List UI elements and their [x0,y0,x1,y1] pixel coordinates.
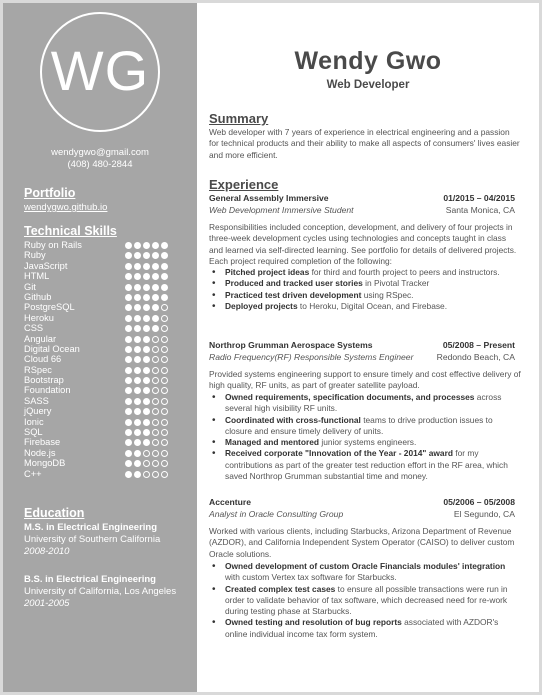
rating-dot-filled [143,263,150,270]
rating-dot-filled [152,284,159,291]
bullet-highlight: Pitched project ideas [225,267,310,277]
rating-dot-empty [161,408,168,415]
rating-dot-filled [125,460,132,467]
skill-rating [125,346,168,353]
skill-row [24,292,184,302]
rating-dot-empty [143,471,150,478]
skill-rating [125,408,168,415]
rating-dot-empty [161,460,168,467]
rating-dot-filled [134,346,141,353]
bullet-text: using RSpec. [361,289,414,300]
rating-dot-filled [134,377,141,384]
rating-dot-filled [161,263,168,270]
rating-dot-empty [152,429,159,436]
role: Analyst in Oracle Consulting Group [209,509,344,519]
rating-dot-empty [152,387,159,394]
rating-dot-filled [143,273,150,280]
rating-dot-filled [143,398,150,405]
bullet-text: for third and fourth project to peers and instructors. [309,267,500,277]
bullet-text: teams to drive production issues to closure and ensure timely delivery of units. [225,414,493,436]
rating-dot-filled [143,315,150,322]
skill-row [24,448,184,458]
bullet-highlight: Coordinated with cross-functional [225,414,361,425]
bullet-item [225,584,521,618]
skill-name: Cloud 66 [24,354,62,365]
bullet-item [225,448,521,482]
skill-name: Git [24,281,36,292]
bullet-item [225,392,521,415]
skill-rating [125,460,168,467]
rating-dot-filled [143,304,150,311]
bullet-item [225,267,521,278]
rating-dot-filled [125,284,132,291]
rating-dot-filled [134,242,141,249]
skill-name: Bootstrap [24,375,64,386]
rating-dot-filled [143,356,150,363]
skill-name: PostgreSQL [24,302,75,313]
skill-name: JavaScript [24,260,68,271]
school: University of California, Los Angeles [24,586,177,597]
rating-dot-filled [125,408,132,415]
sidebar [3,3,197,692]
rating-dot-empty [152,408,159,415]
skill-row [24,458,184,468]
skill-rating [125,398,168,405]
rating-dot-filled [143,429,150,436]
rating-dot-filled [143,252,150,259]
bullet-item [225,301,521,312]
skill-row [24,240,184,250]
skill-rating [125,429,168,436]
skill-name: SASS [24,395,49,406]
rating-dot-empty [143,450,150,457]
bullet-item [225,278,521,289]
skill-rating [125,273,168,280]
skills-list [24,240,184,479]
rating-dot-filled [125,325,132,332]
skill-name: Digital Ocean [24,343,80,354]
rating-dot-filled [125,387,132,394]
rating-dot-filled [125,377,132,384]
degree: M.S. in Electrical Engineering [24,522,158,533]
rating-dot-filled [134,252,141,259]
summary-text: Web developer with 7 years of experience in electrical engineering and a passion for technical products and their ability to make all aspects of consumers' lives easier and more efficient. [209,127,520,160]
skill-name: Ionic [24,416,44,427]
skill-row [24,334,184,344]
skills-heading: Technical Skills [24,224,117,238]
job-bullets [209,561,521,640]
job-description: Worked with various clients, including Starbucks, Arizona Department of Revenue (AZDOR), and California Independent System Operator (CAISO) to deliver custom Oracle solutions. [209,526,515,559]
rating-dot-filled [143,294,150,301]
skill-rating [125,263,168,270]
rating-dot-filled [134,294,141,301]
skill-rating [125,439,168,446]
rating-dot-empty [152,346,159,353]
rating-dot-filled [143,377,150,384]
skill-name: Ruby [24,250,46,261]
rating-dot-filled [125,263,132,270]
rating-dot-filled [125,336,132,343]
rating-dot-filled [125,252,132,259]
rating-dot-filled [143,346,150,353]
school: University of Southern California [24,534,161,545]
rating-dot-filled [134,387,141,394]
job-description: Responsibilities included conception, development, and delivery of four projects in three-week development cycles using technologies and concepts taught in class and learned via self-directed learning. See portfolio for details of delivered projects. Each project required completion of the following: [209,222,517,266]
bullet-text: junior systems engineers. [319,437,417,448]
rating-dot-filled [161,294,168,301]
skill-rating [125,367,168,374]
role: Radio Frequency(RF) Responsible Systems Engineer [209,352,414,362]
rating-dot-empty [161,304,168,311]
skill-row [24,271,184,281]
bullet-highlight: Created complex test cases [225,583,336,594]
skill-row [24,313,184,323]
skill-row [24,396,184,406]
portfolio-heading: Portfolio [24,186,76,200]
experience-heading: Experience [209,177,279,192]
skill-rating [125,471,168,478]
bullet-item [225,561,521,584]
skill-row [24,344,184,354]
bullet-highlight: Owned testing and resolution of bug reports [225,617,402,628]
rating-dot-filled [134,460,141,467]
skill-row [24,385,184,395]
skill-row [24,417,184,427]
rating-dot-empty [143,460,150,467]
rating-dot-filled [161,284,168,291]
location: Santa Monica, CA [445,205,515,215]
rating-dot-filled [152,325,159,332]
rating-dot-empty [161,471,168,478]
rating-dot-filled [134,419,141,426]
rating-dot-filled [134,356,141,363]
rating-dot-empty [152,336,159,343]
rating-dot-filled [125,367,132,374]
skill-name: RSpec [24,364,52,375]
skill-row [24,282,184,292]
education-entry [24,522,194,558]
rating-dot-filled [134,439,141,446]
rating-dot-empty [161,439,168,446]
rating-dot-empty [161,429,168,436]
skill-row [24,365,184,375]
company: Northrop Grumman Aerospace Systems [209,340,373,350]
rating-dot-filled [125,471,132,478]
email[interactable]: wendygwo@gmail.com [51,147,149,158]
rating-dot-empty [161,387,168,394]
bullet-item [225,437,521,448]
degree: B.S. in Electrical Engineering [24,574,156,585]
rating-dot-filled [161,242,168,249]
skill-rating [125,252,168,259]
rating-dot-filled [152,263,159,270]
rating-dot-filled [125,398,132,405]
rating-dot-filled [143,325,150,332]
years: 2001-2005 [24,598,70,609]
rating-dot-filled [125,439,132,446]
skill-rating [125,377,168,384]
rating-dot-empty [161,419,168,426]
rating-dot-empty [161,450,168,457]
rating-dot-filled [125,356,132,363]
rating-dot-empty [161,356,168,363]
rating-dot-filled [143,419,150,426]
rating-dot-filled [134,367,141,374]
full-name: Wendy Gwo [294,47,442,75]
summary-heading: Summary [209,111,269,126]
rating-dot-empty [161,315,168,322]
rating-dot-empty [152,398,159,405]
skill-rating [125,315,168,322]
rating-dot-filled [125,273,132,280]
skill-row [24,375,184,385]
rating-dot-filled [143,367,150,374]
rating-dot-filled [152,315,159,322]
skill-name: Github [24,291,52,302]
bullet-text: in Pivotal Tracker [362,278,430,289]
skill-row [24,323,184,333]
rating-dot-filled [143,284,150,291]
years: 2008-2010 [24,546,70,557]
skill-row [24,469,184,479]
skill-row [24,437,184,447]
skill-name: Angular [24,333,57,344]
skill-rating [125,387,168,394]
bullet-highlight: Owned development of custom Oracle Financials modules' integration [225,561,506,571]
rating-dot-filled [134,325,141,332]
bullet-highlight: Owned requirements, specification documents, and processes [225,392,475,402]
rating-dot-filled [134,336,141,343]
resume-page [3,3,539,692]
skill-rating [125,336,168,343]
rating-dot-empty [152,471,159,478]
rating-dot-empty [152,419,159,426]
skill-name: Firebase [24,437,61,448]
rating-dot-filled [125,346,132,353]
skill-row [24,261,184,271]
skill-rating [125,242,168,249]
skill-name: HTML [24,271,50,282]
skill-rating [125,284,168,291]
skill-name: Foundation [24,385,71,396]
bullet-text: associated with AZDOR's online individual income tax form system. [225,617,499,639]
skill-name: Ruby on Rails [24,240,82,250]
bullet-highlight: Managed and mentored [225,437,319,448]
rating-dot-filled [143,439,150,446]
skill-row [24,354,184,364]
skill-rating [125,450,168,457]
rating-dot-empty [152,377,159,384]
skill-row [24,427,184,437]
skill-rating [125,325,168,332]
skill-name: SQL [24,427,43,438]
rating-dot-empty [161,336,168,343]
bullet-item [225,415,521,438]
skill-rating [125,419,168,426]
bullet-item [225,617,521,640]
rating-dot-filled [134,450,141,457]
rating-dot-empty [152,367,159,374]
rating-dot-filled [143,336,150,343]
skill-name: CSS [24,323,44,334]
portfolio-link[interactable]: wendygwo.github.io [24,202,108,213]
monogram: WG [50,39,150,102]
skill-rating [125,304,168,311]
company: General Assembly Immersive [209,193,329,203]
rating-dot-filled [134,408,141,415]
education-heading: Education [24,506,85,520]
rating-dot-empty [161,377,168,384]
dates: 01/2015 – 04/2015 [443,193,515,203]
rating-dot-empty [161,325,168,332]
rating-dot-filled [125,294,132,301]
rating-dot-empty [161,346,168,353]
rating-dot-empty [152,356,159,363]
rating-dot-filled [134,304,141,311]
skill-rating [125,356,168,363]
rating-dot-filled [125,242,132,249]
rating-dot-filled [125,304,132,311]
rating-dot-empty [161,367,168,374]
bullet-item [225,290,521,301]
skill-name: MongoDB [24,458,66,469]
skill-name: Node.js [24,447,56,458]
rating-dot-filled [134,273,141,280]
rating-dot-filled [152,304,159,311]
rating-dot-filled [152,273,159,280]
job-title: Web Developer [326,79,410,91]
bullet-highlight: Practiced test driven development [225,289,362,300]
rating-dot-filled [134,471,141,478]
rating-dot-empty [152,439,159,446]
phone: (408) 480-2844 [67,159,133,170]
rating-dot-filled [152,242,159,249]
rating-dot-filled [125,419,132,426]
rating-dot-filled [125,429,132,436]
role: Web Development Immersive Student [209,205,354,215]
skill-row [24,302,184,312]
rating-dot-filled [134,398,141,405]
dates: 05/2008 – Present [442,340,515,350]
skill-row [24,250,184,260]
bullet-highlight: Produced and tracked user stories [225,278,363,289]
bullet-highlight: Received corporate "Innovation of the Year - 2014" award [225,448,453,459]
education-entry [24,574,194,610]
bullet-text: to ensure all possible transactions were run in order to validate behavior of tax software, which decreased need for re-work during testing phase at Starbucks. [225,583,508,617]
dates: 05/2006 – 05/2008 [443,497,515,507]
bullet-text: to Heroku, Digital Ocean, and Firebase. [297,300,448,311]
rating-dot-filled [134,284,141,291]
bullet-text: with custom Vertex tax software for Starbucks. [225,572,397,583]
rating-dot-filled [125,315,132,322]
job-description: Provided systems engineering support to ensure timely and cost effective delivery of high quality, RF units, as part of greater satellite payload. [209,369,521,391]
skill-row [24,406,184,416]
rating-dot-empty [152,460,159,467]
rating-dot-filled [143,387,150,394]
rating-dot-filled [161,273,168,280]
rating-dot-filled [134,315,141,322]
rating-dot-filled [125,450,132,457]
rating-dot-empty [161,398,168,405]
job-bullets [209,267,521,312]
bullet-highlight: Deployed projects [225,300,298,311]
rating-dot-filled [134,263,141,270]
rating-dot-filled [143,408,150,415]
skill-rating [125,294,168,301]
bullet-text: for my contributions as part of the greater test reduction effort in the RF area, which saved Northrop Grumman substantial time and money. [225,448,508,482]
rating-dot-empty [152,450,159,457]
rating-dot-filled [143,242,150,249]
location: El Segundo, CA [453,509,515,519]
monogram-circle [40,12,160,132]
skill-name: jQuery [24,406,52,417]
rating-dot-filled [152,252,159,259]
company: Accenture [209,497,252,507]
bullet-text: across several high visibility RF units. [225,392,502,414]
rating-dot-filled [134,429,141,436]
rating-dot-filled [161,252,168,259]
job-bullets [209,392,521,482]
main-content [209,3,527,692]
skill-name: Heroku [24,312,54,323]
location: Redondo Beach, CA [436,352,515,362]
rating-dot-filled [152,294,159,301]
skill-name: C++ [24,468,42,479]
